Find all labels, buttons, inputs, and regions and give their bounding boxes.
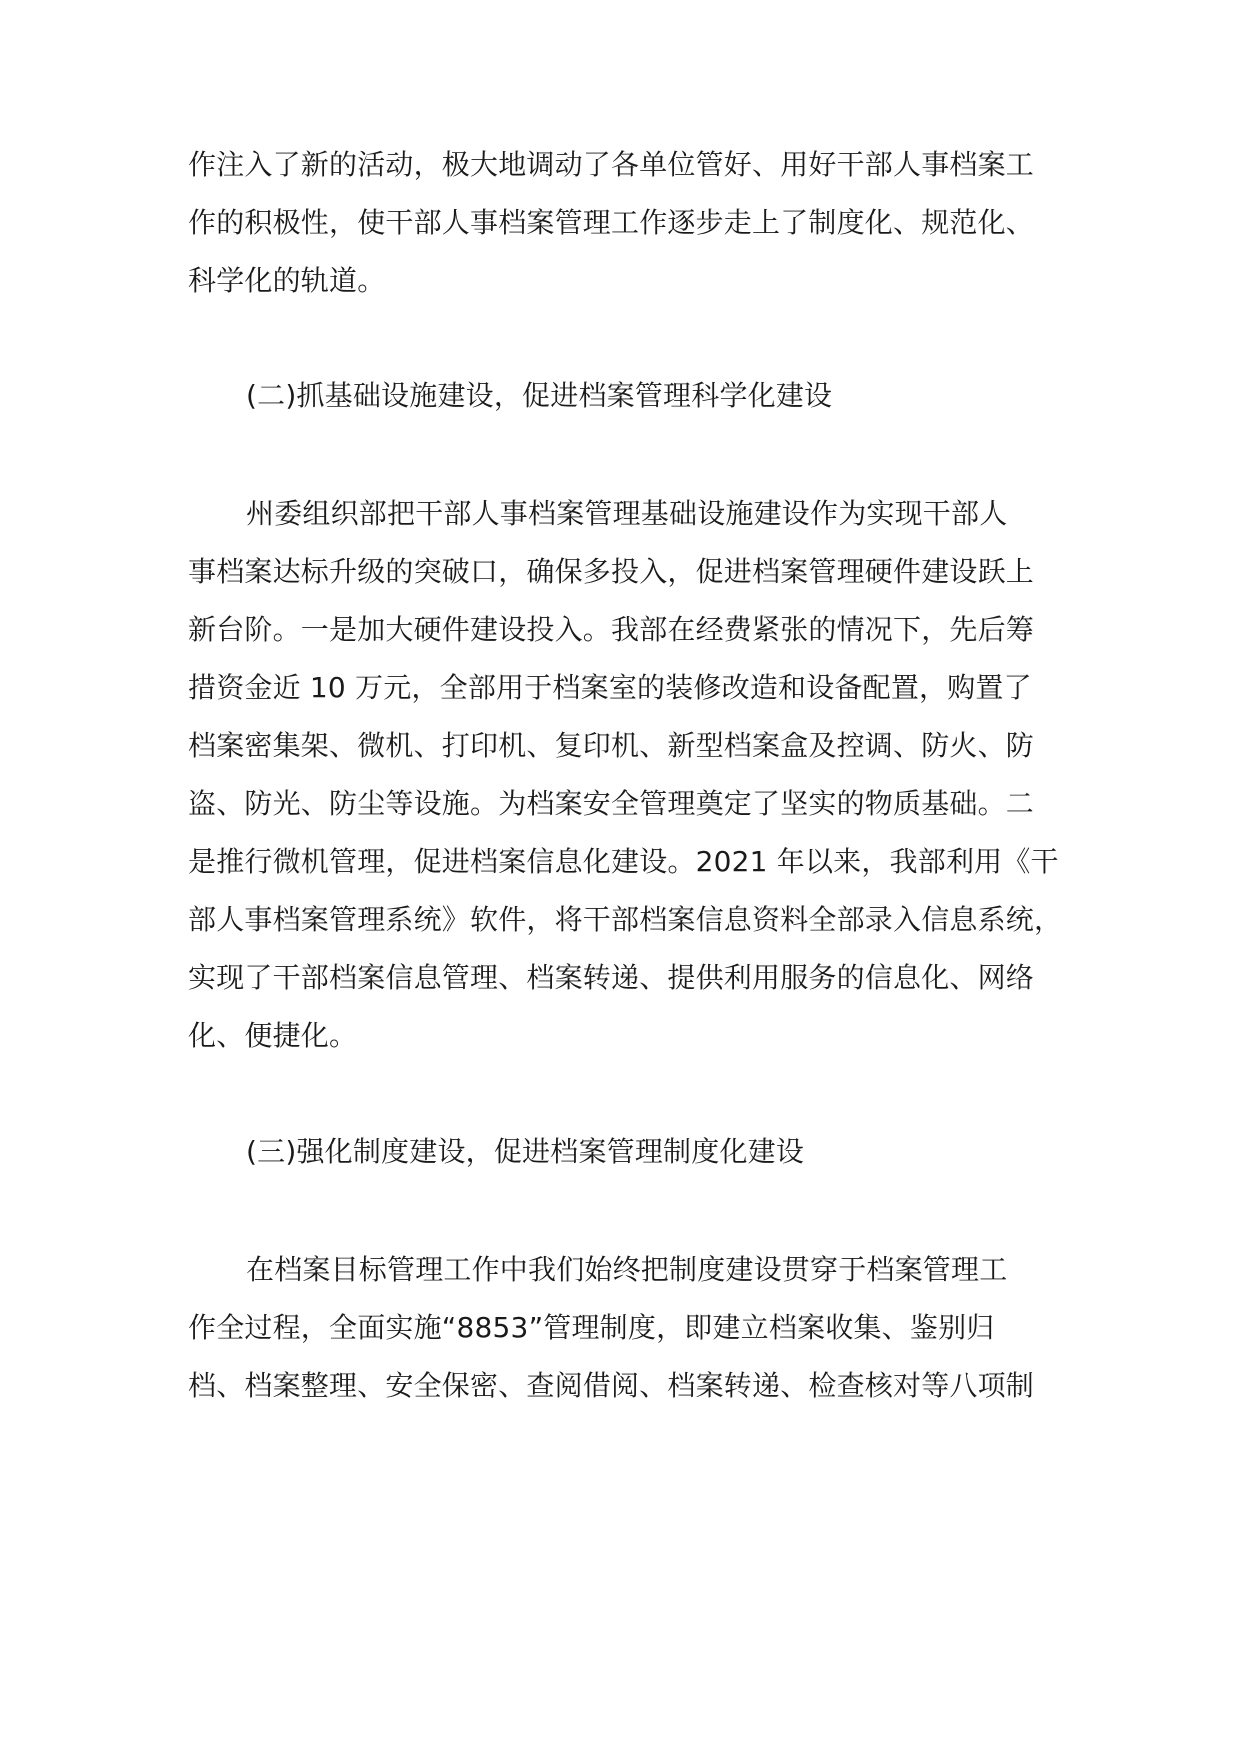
paragraph-line: 作的积极性，使干部人事档案管理工作逐步走上了制度化、规范化、 — [188, 206, 1035, 239]
paragraph-line: 事档案达标升级的突破口，确保多投入，促进档案管理硬件建设跃上 — [188, 555, 1035, 588]
paragraph-line: 作注入了新的活动，极大地调动了各单位管好、用好干部人事档案工 — [188, 148, 1035, 181]
paragraph-line: 化、便捷化。 — [188, 1019, 358, 1052]
section-heading: (二)抓基础设施建设，促进档案管理科学化建设 — [246, 379, 833, 412]
paragraph-line: 档案密集架、微机、打印机、复印机、新型档案盒及控调、防火、防 — [188, 729, 1035, 762]
paragraph-line: 措资金近 10 万元，全部用于档案室的装修改造和设备配置，购置了 — [188, 671, 1032, 704]
paragraph-line: 档、档案整理、安全保密、查阅借阅、档案转递、检查核对等八项制 — [188, 1369, 1035, 1402]
paragraph-line: 盗、防光、防尘等设施。为档案安全管理奠定了坚实的物质基础。二 — [188, 787, 1035, 820]
section-heading: (三)强化制度建设，促进档案管理制度化建设 — [246, 1135, 805, 1168]
paragraph-line: 在档案目标管理工作中我们始终把制度建设贯穿于档案管理工 — [246, 1253, 1008, 1286]
paragraph-line: 部人事档案管理系统》软件，将干部档案信息资料全部录入信息系统， — [188, 903, 1063, 936]
paragraph-line: 科学化的轨道。 — [188, 264, 386, 297]
paragraph-line: 新台阶。一是加大硬件建设投入。我部在经费紧张的情况下，先后筹 — [188, 613, 1035, 646]
paragraph-line: 实现了干部档案信息管理、档案转递、提供利用服务的信息化、网络 — [188, 961, 1035, 994]
paragraph-line: 作全过程，全面实施“8853”管理制度，即建立档案收集、鉴别归 — [188, 1311, 995, 1344]
paragraph-line: 是推行微机管理，促进档案信息化建设。2021 年以来，我部利用《干 — [188, 845, 1059, 878]
paragraph-line: 州委组织部把干部人事档案管理基础设施建设作为实现干部人 — [246, 497, 1008, 530]
